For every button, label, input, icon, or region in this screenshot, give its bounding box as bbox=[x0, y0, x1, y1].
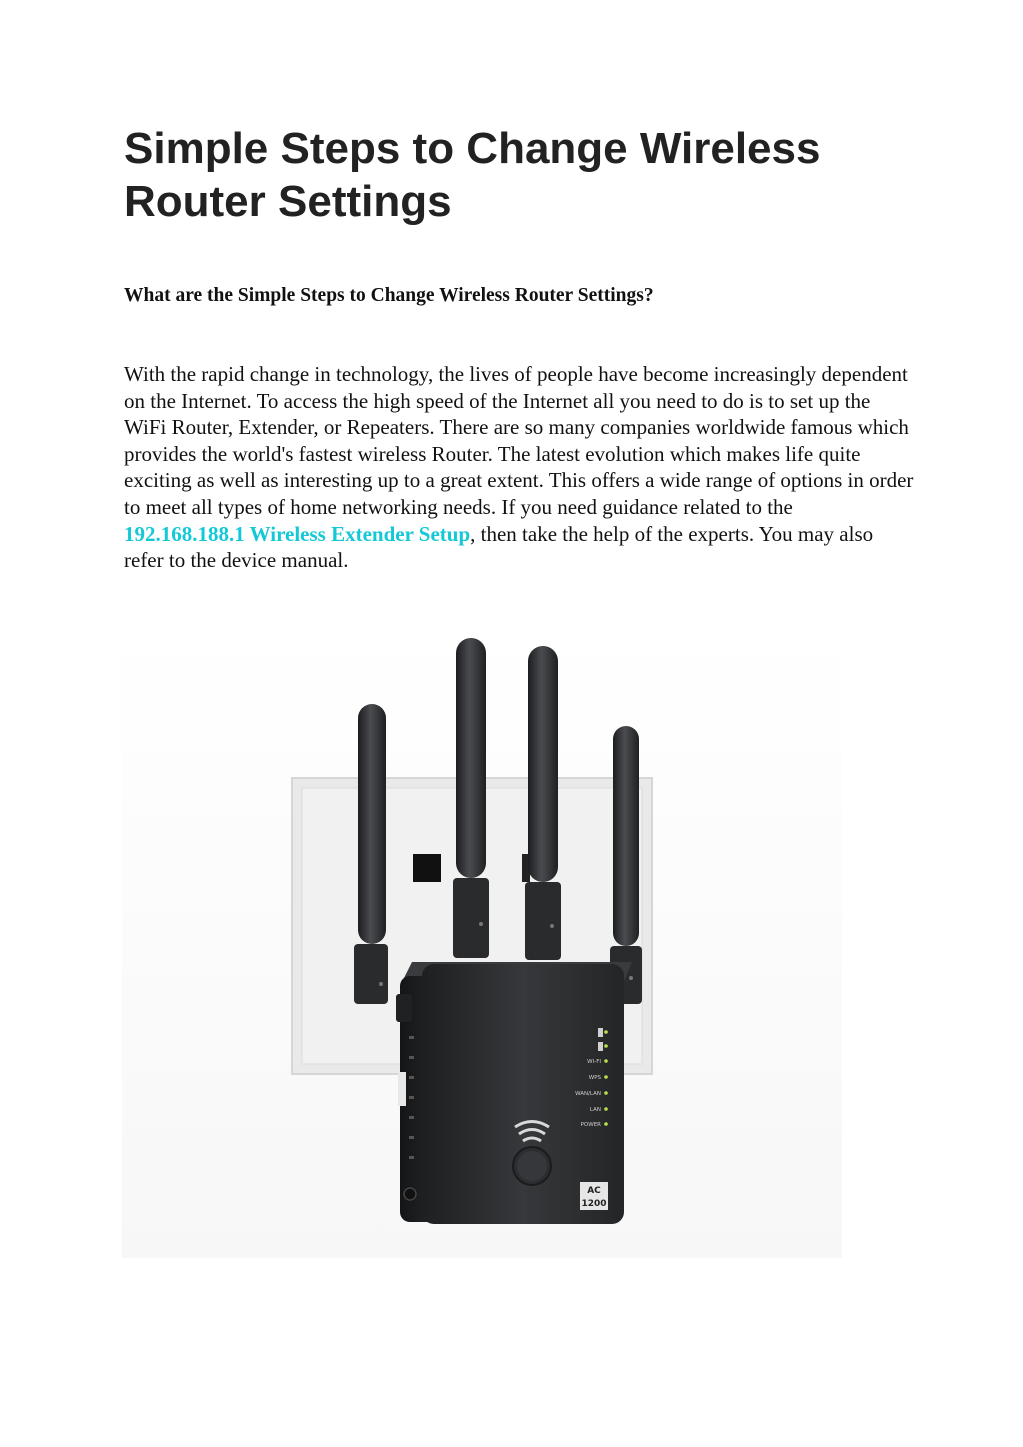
antenna-right-inner bbox=[525, 646, 561, 960]
antenna-left-inner bbox=[453, 638, 489, 958]
led-label: WAN/LAN bbox=[575, 1091, 601, 1097]
ac1200-badge bbox=[580, 1182, 608, 1210]
wifi-extender-product-image bbox=[122, 626, 842, 1258]
led-label: WI-FI bbox=[587, 1059, 601, 1065]
led-label: LAN bbox=[589, 1107, 601, 1113]
svg-text:1200: 1200 bbox=[581, 1199, 607, 1209]
extender-setup-link[interactable]: 192.168.188.1 Wireless Extender Setup bbox=[124, 521, 471, 546]
paragraph-text-end: , then take the help of the experts. You may also refer to the device manual. bbox=[124, 521, 874, 573]
intro-paragraph bbox=[124, 361, 914, 574]
antenna-left-outer bbox=[354, 704, 388, 1004]
section-heading: What are the Simple Steps to Change Wireless Router Settings? bbox=[124, 285, 654, 306]
paragraph-text-start: With the rapid change in technology, the lives of people have become increasingly dependent on the Internet. To access the high speed of the Internet all you need to do is to set up the WiFi Router, Extender, or Repeaters. There are so many companies worldwide famous which provides the world's fastest wireless Router. The latest evolution which makes life quite exciting as well as interesting up to a great extent. This offers a wide range of options in order to meet all types of home networking needs. If you need guidance related to the bbox=[124, 362, 914, 519]
led-label: POWER bbox=[580, 1122, 601, 1128]
page-title: Simple Steps to Change Wireless Router Settings bbox=[124, 124, 821, 226]
led-label: WPS bbox=[588, 1075, 601, 1081]
svg-text:AC: AC bbox=[587, 1186, 601, 1196]
